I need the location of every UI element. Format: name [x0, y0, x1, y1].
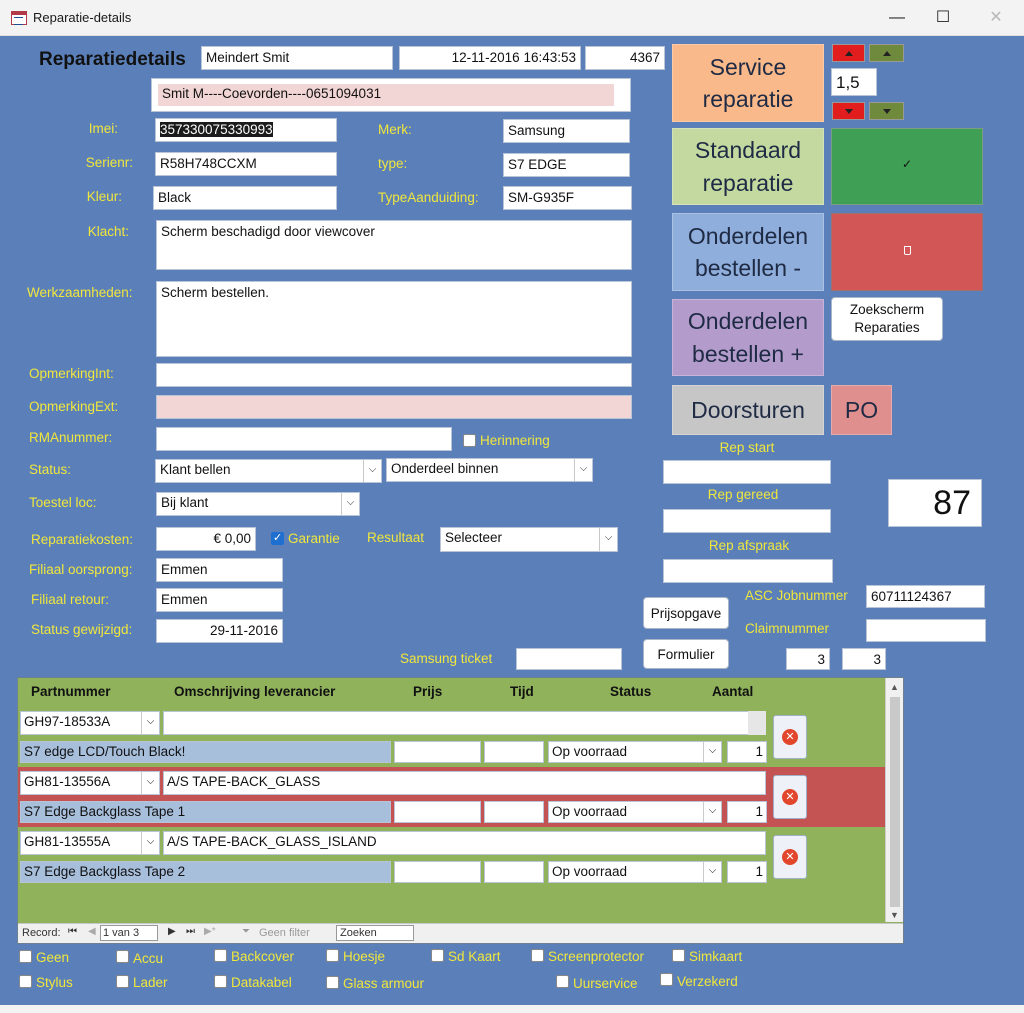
result-select[interactable] — [440, 527, 618, 552]
checkmark-icon: ✓ — [902, 157, 913, 171]
delete-icon: ✕ — [782, 849, 798, 865]
rma-label: RMAnummer: — [29, 430, 113, 445]
qty-field[interactable]: 1 — [727, 801, 767, 823]
time-field[interactable] — [484, 801, 544, 823]
complaint-field[interactable]: Scherm beschadigd door viewcover — [156, 220, 632, 270]
description-field[interactable]: S7 edge LCD/Touch Black! — [20, 741, 391, 763]
accessory-checkbox-datakabel[interactable] — [214, 975, 227, 988]
typecode-field[interactable]: SM-G935F — [503, 186, 632, 210]
part-status-value: Op voorraad — [552, 804, 628, 819]
accessory-checkbox-screenprotector[interactable] — [531, 949, 544, 962]
imei-field[interactable] — [155, 118, 337, 142]
color-field[interactable]: Black — [153, 186, 337, 210]
new-record-icon[interactable]: ▶* — [204, 926, 216, 937]
page-title: Reparatiedetails — [39, 49, 186, 70]
status2-value: Onderdeel binnen — [391, 461, 499, 476]
forward-button[interactable]: Doorsturen — [672, 385, 824, 435]
trash-icon — [904, 246, 911, 255]
increase-green-button[interactable] — [869, 44, 904, 62]
form-button[interactable]: Formulier — [643, 639, 729, 669]
time-field[interactable] — [484, 861, 544, 883]
parts-subform — [17, 677, 904, 944]
quote-button[interactable]: Prijsopgave — [643, 597, 729, 629]
service-repair-button[interactable]: Service reparatie — [672, 44, 824, 122]
table-row[interactable] — [18, 707, 885, 767]
remark-int-field[interactable] — [156, 363, 632, 387]
location-select[interactable] — [156, 492, 360, 516]
accessory-checkbox-stylus[interactable] — [19, 975, 32, 988]
accessory-label: Stylus — [36, 975, 73, 990]
last-record-icon[interactable]: ⏭ — [186, 926, 195, 937]
supplier-desc-field[interactable]: A/S TAPE-BACK_GLASS_ISLAND — [163, 831, 766, 855]
reminder-checkbox[interactable] — [463, 434, 476, 447]
warranty-label: Garantie — [288, 531, 340, 546]
triangle-down-icon — [883, 109, 891, 114]
accessory-checkbox-geen[interactable] — [19, 950, 32, 963]
cost-label: Reparatiekosten: — [31, 532, 134, 547]
branch-return-field[interactable]: Emmen — [156, 588, 283, 612]
accessory-label: Verzekerd — [677, 974, 738, 989]
accessory-label: Sd Kaart — [448, 949, 501, 964]
record-navigation — [18, 923, 904, 943]
delete-row-button[interactable] — [773, 775, 807, 819]
triangle-up-icon — [845, 51, 853, 56]
table-row[interactable] — [18, 767, 885, 827]
status-value: Klant bellen — [160, 462, 231, 477]
col-header-time: Tijd — [510, 684, 534, 699]
status-changed-label: Status gewijzigd: — [31, 622, 133, 637]
delete-row-button[interactable] — [773, 715, 807, 759]
accessory-label: Backcover — [231, 949, 295, 964]
col-header-price: Prijs — [413, 684, 443, 699]
branch-return-label: Filiaal retour: — [31, 592, 110, 607]
price-field[interactable] — [394, 741, 481, 763]
approve-panel-button[interactable] — [831, 128, 983, 205]
status-label: Status: — [29, 462, 72, 477]
next-record-icon[interactable]: ▶ — [168, 926, 176, 937]
maximize-button[interactable]: ☐ — [935, 9, 951, 26]
accessory-checkbox-accu[interactable] — [116, 950, 129, 963]
qty-field[interactable]: 1 — [727, 861, 767, 883]
order-parts-plus-button[interactable]: Onderdelen bestellen + — [672, 299, 824, 376]
order-parts-minus-button[interactable]: Onderdelen bestellen - — [672, 213, 824, 291]
delete-icon: ✕ — [782, 729, 798, 745]
type-field[interactable]: S7 EDGE — [503, 153, 630, 177]
samsung-ticket-label: Samsung ticket — [400, 651, 493, 666]
color-label: Kleur: — [86, 189, 122, 204]
filter-icon: ⏷ — [242, 926, 250, 937]
accessory-label: Uurservice — [573, 976, 638, 991]
scroll-thumb[interactable] — [890, 697, 900, 907]
type-label: type: — [378, 156, 408, 171]
imei-value: 357330075330993 — [160, 122, 273, 137]
description-field[interactable]: S7 Edge Backglass Tape 2 — [20, 861, 391, 883]
decrease-red-button[interactable] — [832, 102, 865, 120]
part-number-select[interactable] — [20, 771, 160, 795]
po-button[interactable]: PO — [831, 385, 892, 435]
col-header-status: Status — [610, 684, 652, 699]
customer-summary-box — [151, 78, 631, 112]
count-a-field[interactable]: 3 — [786, 648, 830, 670]
filter-status[interactable]: Geen filter — [259, 927, 310, 939]
minimize-button[interactable]: — — [889, 9, 905, 26]
brand-field[interactable]: Samsung — [503, 119, 630, 143]
status2-select[interactable] — [386, 458, 593, 482]
chevron-down-icon[interactable]: ⌵ — [141, 772, 159, 794]
qty-field[interactable]: 1 — [727, 741, 767, 763]
rma-field[interactable] — [156, 427, 452, 451]
rep-start-field[interactable] — [663, 460, 831, 484]
work-field[interactable]: Scherm bestellen. — [156, 281, 632, 357]
claim-number-field[interactable] — [866, 619, 986, 642]
part-number-select[interactable] — [20, 831, 160, 855]
accessory-label: Datakabel — [231, 975, 292, 990]
accessory-checkbox-sdkaart[interactable] — [431, 949, 444, 962]
time-field[interactable] — [484, 741, 544, 763]
count-b-field[interactable]: 3 — [842, 648, 886, 670]
part-number-select[interactable] — [20, 711, 160, 735]
part-status-value: Op voorraad — [552, 864, 628, 879]
remark-int-label: OpmerkingInt: — [29, 366, 114, 381]
chevron-down-icon[interactable]: ⌵ — [141, 832, 159, 854]
bottom-tab-strip — [0, 1005, 1024, 1013]
accessory-label: Geen — [36, 950, 70, 965]
standard-repair-button[interactable]: Standaard reparatie — [672, 128, 824, 205]
remark-ext-field[interactable] — [156, 395, 632, 419]
location-label: Toestel loc: — [29, 495, 97, 510]
accessory-checkbox-verzekerd[interactable] — [660, 973, 673, 986]
supplier-desc-field[interactable]: A/S TAPE-BACK_GLASS — [163, 771, 766, 795]
datetime-field[interactable]: 12-11-2016 16:43:53 — [399, 46, 581, 70]
status-changed-field[interactable]: 29-11-2016 — [156, 619, 283, 643]
record-label: Record: — [22, 927, 61, 939]
accessory-label: Simkaart — [689, 949, 743, 964]
status-select[interactable] — [155, 459, 382, 483]
rep-done-field[interactable] — [663, 509, 831, 533]
rep-appointment-field[interactable] — [663, 559, 833, 583]
part-status-select[interactable] — [548, 801, 722, 823]
result-value: Selecteer — [445, 530, 503, 545]
title-bar — [0, 0, 1024, 36]
subform-scrollbar[interactable] — [885, 678, 903, 922]
big-number-field[interactable]: 87 — [888, 479, 982, 527]
part-status-select[interactable] — [548, 861, 722, 883]
scroll-down-icon[interactable]: ▼ — [890, 910, 899, 920]
price-field[interactable] — [394, 861, 481, 883]
serial-field[interactable]: R58H748CCXM — [155, 152, 337, 176]
chevron-down-icon[interactable]: ⌵ — [703, 862, 721, 882]
accessory-checkbox-backcover[interactable] — [214, 949, 227, 962]
asc-jobnumber-label: ASC Jobnummer — [745, 588, 848, 603]
accessory-checkbox-lader[interactable] — [116, 975, 129, 988]
col-header-part: Partnummer — [31, 684, 111, 699]
scroll-up-icon[interactable]: ▲ — [890, 682, 899, 692]
accessory-label: Hoesje — [343, 949, 386, 964]
samsung-ticket-field[interactable] — [516, 648, 622, 670]
triangle-up-icon — [883, 51, 891, 56]
chevron-down-icon[interactable]: ⌵ — [341, 493, 359, 515]
chevron-down-icon[interactable]: ⌵ — [363, 460, 381, 482]
typecode-label: TypeAanduiding: — [378, 190, 479, 205]
decrease-green-button[interactable] — [869, 102, 904, 120]
part-number-value: GH97-18533A — [24, 714, 111, 729]
accessory-label: Lader — [133, 975, 168, 990]
accessory-checkbox-simkaart[interactable] — [672, 949, 685, 962]
part-number-value: GH81-13555A — [24, 834, 111, 849]
hours-field[interactable]: 1,5 — [831, 68, 877, 96]
close-button[interactable]: ✕ — [989, 9, 1003, 26]
repair-form — [0, 36, 1024, 1013]
accessory-label: Glass armour — [343, 976, 425, 991]
complaint-label: Klacht: — [87, 224, 129, 239]
cost-field[interactable]: € 0,00 — [156, 527, 256, 551]
description-field[interactable]: S7 Edge Backglass Tape 1 — [20, 801, 391, 823]
rep-start-label: Rep start — [719, 440, 775, 455]
supplier-desc-field[interactable] — [163, 711, 763, 735]
field-scrollbar — [748, 711, 766, 735]
prev-record-icon[interactable]: ◀ — [88, 926, 96, 937]
repair-id-field[interactable]: 4367 — [585, 46, 665, 70]
search-repairs-button[interactable]: Zoekscherm Reparaties — [831, 297, 943, 341]
table-row[interactable] — [18, 827, 885, 887]
delete-panel-button[interactable] — [831, 213, 983, 291]
col-header-desc: Omschrijving leverancier — [174, 684, 336, 699]
accessory-label: Accu — [133, 951, 164, 966]
work-label: Werkzaamheden: — [27, 285, 133, 300]
chevron-down-icon[interactable]: ⌵ — [574, 459, 592, 481]
rep-appointment-label: Rep afspraak — [708, 538, 790, 553]
accessory-checkbox-glassarmour[interactable] — [326, 976, 339, 989]
accessory-checkbox-hoesje[interactable] — [326, 949, 339, 962]
chevron-down-icon[interactable]: ⌵ — [599, 528, 617, 551]
record-position-field[interactable]: 1 van 3 — [100, 925, 158, 941]
result-label: Resultaat — [367, 530, 425, 545]
location-value: Bij klant — [161, 495, 209, 510]
branch-origin-label: Filiaal oorsprong: — [29, 562, 133, 577]
chevron-down-icon[interactable]: ⌵ — [703, 742, 721, 762]
customer-name-field[interactable]: Meindert Smit — [201, 46, 393, 70]
part-number-value: GH81-13556A — [24, 774, 111, 789]
branch-origin-field[interactable]: Emmen — [156, 558, 283, 582]
imei-label: Imei: — [88, 121, 118, 136]
warranty-checkbox[interactable] — [271, 532, 284, 545]
asc-jobnumber-field[interactable]: 60711124367 — [866, 585, 985, 608]
first-record-icon[interactable]: ⏮ — [68, 926, 77, 937]
delete-row-button[interactable] — [773, 835, 807, 879]
part-status-value: Op voorraad — [552, 744, 628, 759]
rep-done-label: Rep gereed — [707, 487, 779, 502]
accessory-checkbox-uurservice[interactable] — [556, 975, 569, 988]
customer-summary-field[interactable]: Smit M----Coevorden----0651094031 — [158, 84, 614, 106]
window-title: Reparatie-details — [33, 10, 132, 25]
increase-red-button[interactable] — [832, 44, 865, 62]
brand-label: Merk: — [378, 122, 412, 137]
chevron-down-icon[interactable]: ⌵ — [141, 712, 159, 734]
delete-icon: ✕ — [782, 789, 798, 805]
price-field[interactable] — [394, 801, 481, 823]
remark-ext-label: OpmerkingExt: — [29, 399, 119, 414]
part-status-select[interactable] — [548, 741, 722, 763]
claim-number-label: Claimnummer — [745, 621, 830, 636]
accessory-label: Screenprotector — [548, 949, 645, 964]
triangle-down-icon — [845, 109, 853, 114]
serial-label: Serienr: — [85, 155, 133, 170]
record-search-input[interactable]: Zoeken — [336, 925, 414, 941]
chevron-down-icon[interactable]: ⌵ — [703, 802, 721, 822]
form-icon — [11, 11, 27, 25]
reminder-label: Herinnering — [480, 433, 550, 448]
col-header-qty: Aantal — [712, 684, 754, 699]
